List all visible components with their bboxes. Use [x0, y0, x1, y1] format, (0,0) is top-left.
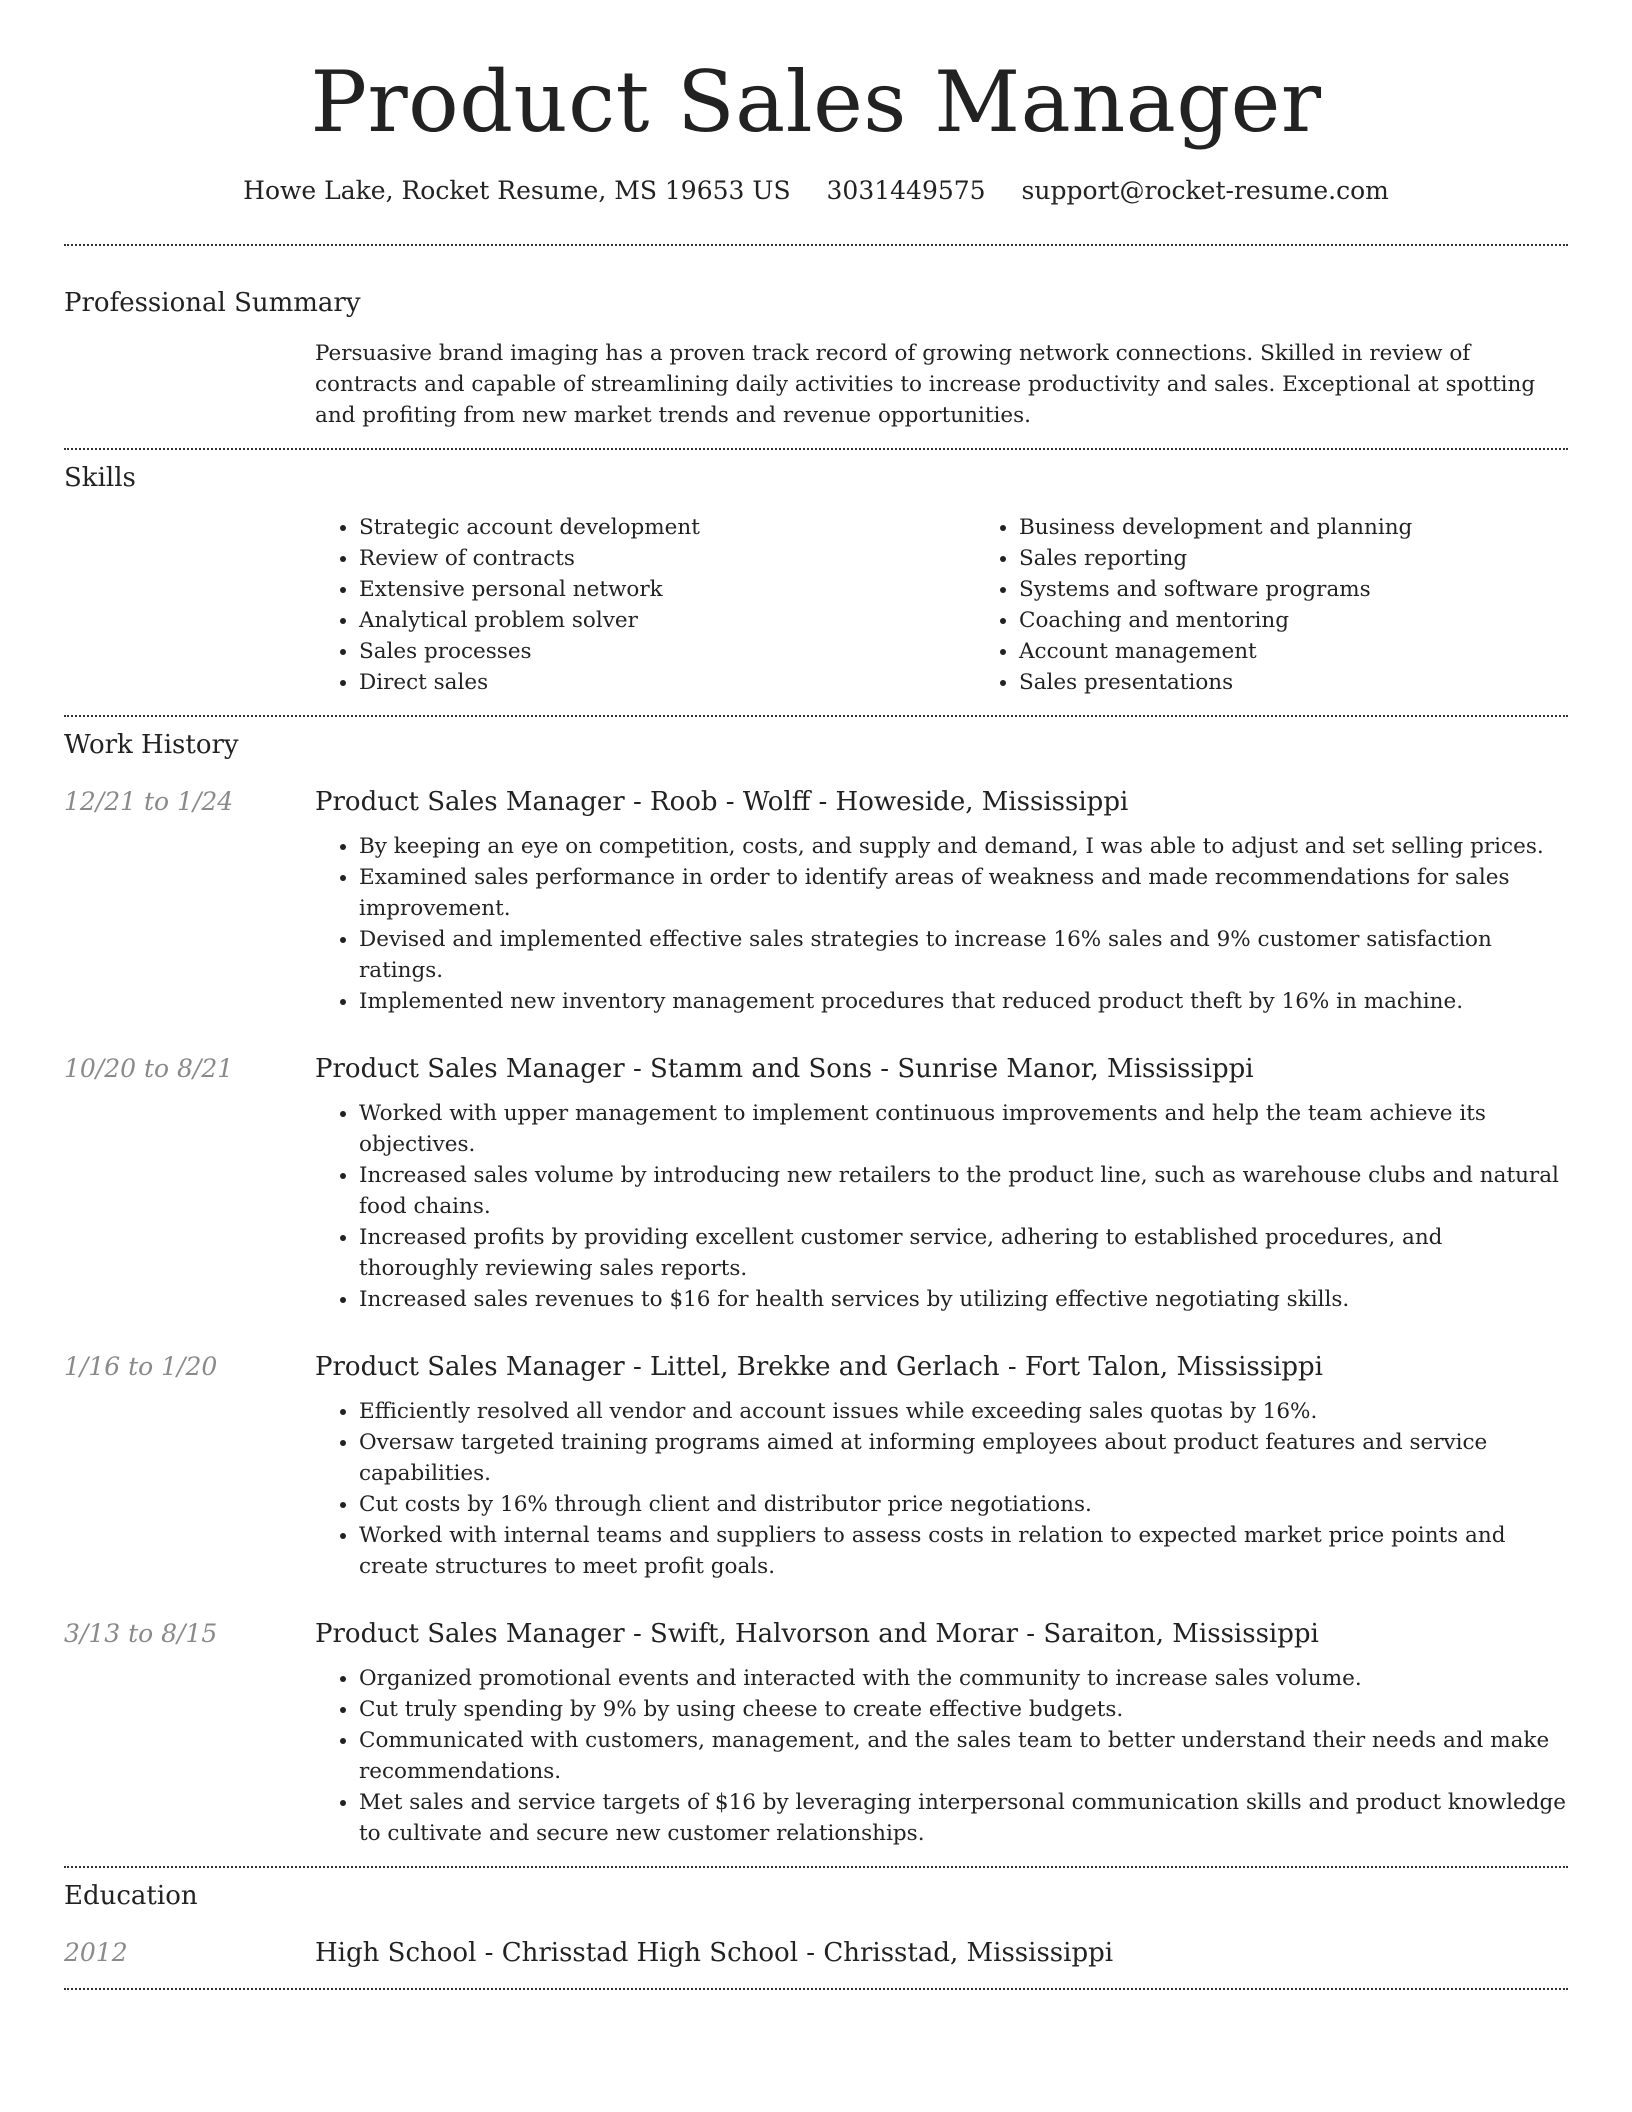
skill-item: • Sales reporting — [1019, 543, 1632, 574]
divider — [64, 1988, 1568, 1990]
job-entry — [64, 1617, 1568, 1849]
education-title: High School - Chrisstad High School - Chrisstad, Mississippi — [315, 1938, 1114, 1968]
education-heading: Education — [64, 1881, 198, 1911]
skill-item: • Systems and software programs — [1019, 574, 1632, 605]
contact-email: support@rocket-resume.com — [1021, 176, 1389, 205]
skills-list-left — [315, 512, 975, 698]
job-bullet: • Communicated with customers, management, and the sales team to better understand their needs and make recommendations. — [359, 1725, 1568, 1787]
divider — [64, 1866, 1568, 1868]
job-bullet: • Met sales and service targets of $16 by leveraging interpersonal communication skills and product knowledge to cultivate and secure new customer relationships. — [359, 1787, 1568, 1849]
skill-item: • Extensive personal network — [359, 574, 975, 605]
skill-item: • Review of contracts — [359, 543, 975, 574]
job-bullet: • Increased sales revenues to $16 for health services by utilizing effective negotiating skills. — [359, 1284, 1568, 1315]
contact-phone: 3031449575 — [826, 176, 986, 205]
skill-item: • Direct sales — [359, 667, 975, 698]
job-bullet: • Oversaw targeted training programs aimed at informing employees about product features and service capabilities. — [359, 1427, 1568, 1489]
summary-heading: Professional Summary — [64, 288, 361, 318]
skill-item: • Coaching and mentoring — [1019, 605, 1632, 636]
contact-address: Howe Lake, Rocket Resume, MS 19653 US — [243, 176, 791, 205]
education-entry — [64, 1936, 1568, 1970]
job-bullet: • Efficiently resolved all vendor and account issues while exceeding sales quotas by 16%. — [359, 1396, 1568, 1427]
job-bullet: • Cut costs by 16% through client and distributor price negotiations. — [359, 1489, 1568, 1520]
summary-text: Persuasive brand imaging has a proven track record of growing network connections. Skilled in review of contracts and capable of streamlining daily activities to increase productivity and sales. Exceptional at spotting and profiting from new market trends and revenue opportunities. — [315, 341, 1536, 428]
job-entry — [64, 1052, 1568, 1315]
job-bullet: • Increased profits by providing excellent customer service, adhering to established procedures, and thoroughly reviewing sales reports. — [359, 1222, 1568, 1284]
job-dates: 1/16 to 1/20 — [64, 1352, 218, 1381]
contact-line — [64, 174, 1568, 208]
education-section — [64, 1879, 1568, 1970]
job-bullet: • Implemented new inventory management procedures that reduced product theft by 16% in machine. — [359, 986, 1568, 1017]
skill-item: • Sales processes — [359, 636, 975, 667]
job-bullets — [315, 1396, 1568, 1582]
skills-heading: Skills — [64, 463, 136, 493]
job-bullet: • Increased sales volume by introducing new retailers to the product line, such as warehouse clubs and natural food chains. — [359, 1160, 1568, 1222]
job-dates: 12/21 to 1/24 — [64, 787, 234, 816]
job-bullet: • Worked with internal teams and suppliers to assess costs in relation to expected market price points and create structures to meet profit goals. — [359, 1520, 1568, 1582]
job-bullet: • Cut truly spending by 9% by using cheese to create effective budgets. — [359, 1694, 1568, 1725]
job-bullet: • By keeping an eye on competition, costs, and supply and demand, I was able to adjust and set selling prices. — [359, 831, 1568, 862]
job-bullet: • Organized promotional events and interacted with the community to increase sales volume. — [359, 1663, 1568, 1694]
work-history-heading: Work History — [64, 730, 239, 760]
education-year: 2012 — [64, 1938, 128, 1967]
skills-section — [64, 461, 1568, 698]
skill-item: • Sales presentations — [1019, 667, 1632, 698]
job-title: Product Sales Manager - Roob - Wolff - Howeside, Mississippi — [315, 787, 1129, 817]
skill-item: • Strategic account development — [359, 512, 975, 543]
job-title: Product Sales Manager - Stamm and Sons - Sunrise Manor, Mississippi — [315, 1054, 1254, 1084]
divider — [64, 715, 1568, 717]
skills-list-right — [975, 512, 1632, 698]
job-bullets — [315, 1663, 1568, 1849]
job-dates: 3/13 to 8/15 — [64, 1619, 218, 1648]
resume-name: Product Sales Manager — [310, 53, 1322, 151]
job-bullets — [315, 1098, 1568, 1315]
job-dates: 10/20 to 8/21 — [64, 1054, 234, 1083]
skill-item: • Account management — [1019, 636, 1632, 667]
divider — [64, 244, 1568, 246]
job-bullet: • Worked with upper management to implement continuous improvements and help the team achieve its objectives. — [359, 1098, 1568, 1160]
skill-item: • Analytical problem solver — [359, 605, 975, 636]
divider — [64, 448, 1568, 450]
job-entry — [64, 785, 1568, 1017]
summary-section — [64, 286, 1568, 431]
work-history-section — [64, 728, 1568, 1849]
job-entry — [64, 1350, 1568, 1582]
job-bullet: • Devised and implemented effective sales strategies to increase 16% sales and 9% customer satisfaction ratings. — [359, 924, 1568, 986]
job-bullet: • Examined sales performance in order to identify areas of weakness and made recommendations for sales improvement. — [359, 862, 1568, 924]
job-title: Product Sales Manager - Littel, Brekke and Gerlach - Fort Talon, Mississippi — [315, 1352, 1323, 1382]
skill-item: • Business development and planning — [1019, 512, 1632, 543]
job-title: Product Sales Manager - Swift, Halvorson and Morar - Saraiton, Mississippi — [315, 1619, 1319, 1649]
job-bullets — [315, 831, 1568, 1017]
